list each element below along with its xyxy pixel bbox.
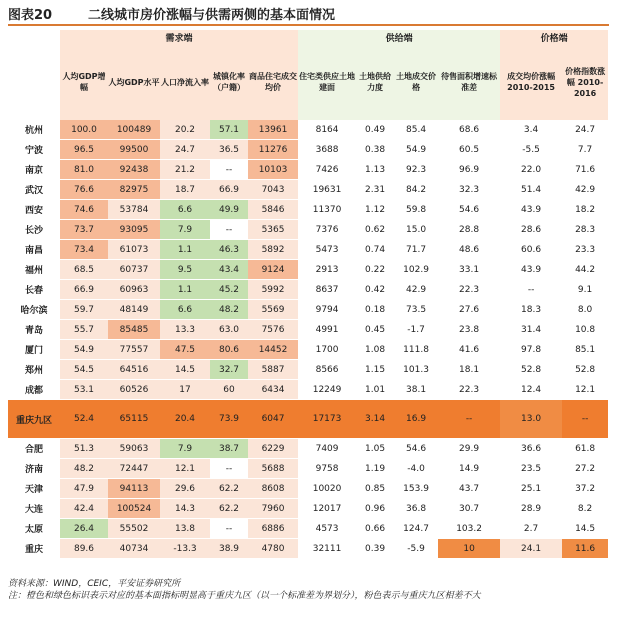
data-table (8, 30, 608, 559)
table-cell: 89.6 (60, 539, 108, 559)
table-cell: 63.0 (210, 320, 248, 340)
col-header: 成交均价涨幅 2010-2015 (507, 72, 556, 92)
table-cell: 54.9 (394, 140, 438, 160)
table-cell: 3.4 (500, 120, 562, 140)
table-cell: 30.7 (438, 499, 500, 519)
table-cell: 73.4 (60, 240, 108, 260)
table-cell: 5992 (248, 280, 298, 300)
table-cell: 59.7 (60, 300, 108, 320)
table-cell: 48.2 (210, 300, 248, 320)
table-cell: 8566 (298, 360, 356, 380)
table-row (8, 380, 608, 400)
table-cell: 92438 (108, 160, 160, 180)
table-cell: 2.7 (500, 519, 562, 539)
table-cell: 20.2 (160, 120, 210, 140)
table-cell: 93095 (108, 220, 160, 240)
table-cell: 28.6 (500, 220, 562, 240)
table-cell: 7409 (298, 439, 356, 459)
table-cell: 40734 (108, 539, 160, 559)
table-cell: 22.0 (500, 160, 562, 180)
city-name: 南京 (8, 160, 60, 180)
table-cell: -- (438, 400, 500, 439)
table-cell: 1.15 (356, 360, 394, 380)
table-cell: 15.0 (394, 220, 438, 240)
table-cell: 12.1 (160, 459, 210, 479)
table-row (8, 400, 608, 439)
table-cell: 97.8 (500, 340, 562, 360)
col-header: 商品住宅成交均价 (249, 72, 298, 92)
table-cell: 5846 (248, 200, 298, 220)
table-cell: 60526 (108, 380, 160, 400)
table-cell: 103.2 (438, 519, 500, 539)
table-cell: -13.3 (160, 539, 210, 559)
table-cell: 124.7 (394, 519, 438, 539)
table-cell: 28.8 (438, 220, 500, 240)
table-cell: 8.0 (562, 300, 608, 320)
table-cell: 36.5 (210, 140, 248, 160)
table-cell: 96.5 (60, 140, 108, 160)
table-cell: 48.6 (438, 240, 500, 260)
table-cell: 59063 (108, 439, 160, 459)
table-cell: 23.5 (500, 459, 562, 479)
table-cell: 6434 (248, 380, 298, 400)
group-supply: 供给端 (298, 30, 500, 44)
table-cell: 6229 (248, 439, 298, 459)
table-cell: 0.66 (356, 519, 394, 539)
table-cell: 9.1 (562, 280, 608, 300)
table-cell: 7.9 (160, 439, 210, 459)
table-cell: -1.7 (394, 320, 438, 340)
source-note: 资料来源：WIND，CEIC，平安证券研究所 (8, 579, 181, 589)
table-cell: 11370 (298, 200, 356, 220)
city-name: 长春 (8, 280, 60, 300)
table-cell: 43.9 (500, 260, 562, 280)
table-cell: 29.6 (160, 479, 210, 499)
table-cell: 36.6 (500, 439, 562, 459)
table-cell: 111.8 (394, 340, 438, 360)
col-header: 土地供给力度 (359, 72, 392, 92)
city-name: 济南 (8, 459, 60, 479)
table-cell: 96.9 (438, 160, 500, 180)
table-cell: 60 (210, 380, 248, 400)
table-cell: 80.6 (210, 340, 248, 360)
table-row (8, 499, 608, 519)
table-cell: 25.1 (500, 479, 562, 499)
table-cell: 73.9 (210, 400, 248, 439)
table-row (8, 539, 608, 559)
table-cell: 43.7 (438, 479, 500, 499)
table-cell: -- (210, 519, 248, 539)
table-cell: 47.9 (60, 479, 108, 499)
figure-header (0, 0, 617, 26)
table-cell: 28.3 (562, 220, 608, 240)
city-name: 武汉 (8, 180, 60, 200)
table-cell: 0.49 (356, 120, 394, 140)
table-cell: 66.9 (210, 180, 248, 200)
table-cell: 44.2 (562, 260, 608, 280)
table-cell: 5365 (248, 220, 298, 240)
table-cell: 10.8 (562, 320, 608, 340)
table-cell: 6.6 (160, 200, 210, 220)
table-cell: 92.3 (394, 160, 438, 180)
table-cell: 73.7 (60, 220, 108, 240)
col-header: 人口净流入率 (161, 77, 209, 87)
table-row (8, 519, 608, 539)
table-cell: 7426 (298, 160, 356, 180)
table-cell: 1.1 (160, 280, 210, 300)
table-cell: 3688 (298, 140, 356, 160)
table-cell: 17 (160, 380, 210, 400)
col-header: 城镇化率（户籍） (213, 72, 245, 92)
table-cell: 18.1 (438, 360, 500, 380)
table-cell: 49.9 (210, 200, 248, 220)
table-cell: 8608 (248, 479, 298, 499)
table-row (8, 479, 608, 499)
table-cell: 24.1 (500, 539, 562, 559)
table-row (8, 320, 608, 340)
city-name: 成都 (8, 380, 60, 400)
table-cell: 60.6 (500, 240, 562, 260)
table-cell: 12.4 (500, 380, 562, 400)
table-cell: 0.96 (356, 499, 394, 519)
city-name: 青岛 (8, 320, 60, 340)
table-cell: 8.2 (562, 499, 608, 519)
table-row (8, 240, 608, 260)
table-row (8, 220, 608, 240)
table-cell: 42.9 (394, 280, 438, 300)
table-cell: 7576 (248, 320, 298, 340)
table-cell: 38.7 (210, 439, 248, 459)
table-cell: 0.85 (356, 479, 394, 499)
table-cell: -4.0 (394, 459, 438, 479)
table-cell: 52.4 (60, 400, 108, 439)
table-cell: 60737 (108, 260, 160, 280)
table-cell: 31.4 (500, 320, 562, 340)
table-cell: 9758 (298, 459, 356, 479)
table-cell: 0.39 (356, 539, 394, 559)
city-name: 福州 (8, 260, 60, 280)
city-name: 太原 (8, 519, 60, 539)
table-cell: 53.1 (60, 380, 108, 400)
table-cell: 1.01 (356, 380, 394, 400)
table-cell: 13.0 (500, 400, 562, 439)
table-cell: 5892 (248, 240, 298, 260)
table-cell: 82975 (108, 180, 160, 200)
table-cell: 19631 (298, 180, 356, 200)
table-cell: 4991 (298, 320, 356, 340)
table-cell: 42.4 (60, 499, 108, 519)
table-cell: 24.7 (160, 140, 210, 160)
table-cell: 9.5 (160, 260, 210, 280)
table-cell: 2.31 (356, 180, 394, 200)
table-cell: 64516 (108, 360, 160, 380)
table-cell: 47.5 (160, 340, 210, 360)
table-cell: 42.9 (562, 180, 608, 200)
table-cell: 5887 (248, 360, 298, 380)
table-row (8, 280, 608, 300)
table-row (8, 160, 608, 180)
table-cell: 1.19 (356, 459, 394, 479)
table-cell: 8164 (298, 120, 356, 140)
table-cell: 4780 (248, 539, 298, 559)
table-cell: 16.9 (394, 400, 438, 439)
table-cell: 54.5 (60, 360, 108, 380)
figure-label: 图表20 (8, 8, 53, 23)
table-cell: 10020 (298, 479, 356, 499)
table-cell: 99500 (108, 140, 160, 160)
table-cell: 10103 (248, 160, 298, 180)
table-cell: 17173 (298, 400, 356, 439)
col-header: 土地成交价格 (396, 72, 437, 92)
city-name: 厦门 (8, 340, 60, 360)
table-cell: 1.05 (356, 439, 394, 459)
table-cell: 5569 (248, 300, 298, 320)
table-cell: 6047 (248, 400, 298, 439)
header-rule (8, 24, 609, 26)
table-cell: 7.9 (160, 220, 210, 240)
table-cell: 55.7 (60, 320, 108, 340)
table-cell: 71.7 (394, 240, 438, 260)
city-name: 杭州 (8, 120, 60, 140)
table-cell: 51.4 (500, 180, 562, 200)
table-cell: 14.3 (160, 499, 210, 519)
table-cell: 61073 (108, 240, 160, 260)
table-cell: 14452 (248, 340, 298, 360)
table-cell: 32.7 (210, 360, 248, 380)
table-cell: 51.3 (60, 439, 108, 459)
table-cell: 53784 (108, 200, 160, 220)
table-cell: 20.4 (160, 400, 210, 439)
table-cell: 85.4 (394, 120, 438, 140)
group-header-row (8, 30, 608, 44)
table-cell: 38.9 (210, 539, 248, 559)
table-cell: 0.42 (356, 280, 394, 300)
table-cell: 72447 (108, 459, 160, 479)
table-cell: 81.0 (60, 160, 108, 180)
table-cell: 0.38 (356, 140, 394, 160)
table-cell: 12249 (298, 380, 356, 400)
table-row (8, 439, 608, 459)
table-cell: 52.8 (562, 360, 608, 380)
table-cell: 46.3 (210, 240, 248, 260)
table-row (8, 120, 608, 140)
table-cell: -5.9 (394, 539, 438, 559)
city-name: 南昌 (8, 240, 60, 260)
table-cell: 94113 (108, 479, 160, 499)
table-row (8, 260, 608, 280)
table-cell: 73.5 (394, 300, 438, 320)
table-cell: 101.3 (394, 360, 438, 380)
col-header: 价格指数涨幅 2010-2016 (565, 66, 606, 98)
table-cell: 0.62 (356, 220, 394, 240)
table-cell: 1.13 (356, 160, 394, 180)
footnote: 注：橙色和绿色标识表示对应的基本面指标明显高于重庆九区（以一个标准差为界划分），粉色表示与重庆九区相差不大 (8, 591, 481, 601)
col-header: 人均GDP增幅 (62, 72, 106, 92)
table-row (8, 340, 608, 360)
table-cell: 5688 (248, 459, 298, 479)
col-header: 人均GDP水平 (108, 77, 160, 87)
table-cell: 2913 (298, 260, 356, 280)
table-cell: 45.2 (210, 280, 248, 300)
col-header: 住宅类供应土地建面 (299, 72, 356, 92)
city-name: 重庆九区 (8, 400, 60, 439)
table-cell: 76.6 (60, 180, 108, 200)
group-price: 价格端 (500, 30, 608, 44)
table-cell: 7.7 (562, 140, 608, 160)
table-cell: 9794 (298, 300, 356, 320)
table-cell: 0.18 (356, 300, 394, 320)
table-cell: 57.1 (210, 120, 248, 140)
table-cell: 14.5 (160, 360, 210, 380)
table-cell: 10 (438, 539, 500, 559)
table-row (8, 140, 608, 160)
column-header-row (8, 44, 608, 120)
table-cell: 43.4 (210, 260, 248, 280)
city-name: 天津 (8, 479, 60, 499)
table-cell: -- (500, 280, 562, 300)
table-cell: 66.9 (60, 280, 108, 300)
city-name: 郑州 (8, 360, 60, 380)
table-cell: 61.8 (562, 439, 608, 459)
figure-title: 二线城市房价涨幅与供需两侧的基本面情况 (88, 8, 336, 23)
table-cell: 13.3 (160, 320, 210, 340)
table-cell: 4573 (298, 519, 356, 539)
table-cell: 100.0 (60, 120, 108, 140)
table-cell: 7960 (248, 499, 298, 519)
table-cell: 23.3 (562, 240, 608, 260)
city-name: 长沙 (8, 220, 60, 240)
table-cell: 21.2 (160, 160, 210, 180)
table-cell: 102.9 (394, 260, 438, 280)
table-cell: 0.22 (356, 260, 394, 280)
city-name: 合肥 (8, 439, 60, 459)
table-row (8, 200, 608, 220)
table-cell: -- (210, 220, 248, 240)
table-cell: 32.3 (438, 180, 500, 200)
city-name: 宁波 (8, 140, 60, 160)
table-cell: 54.6 (438, 200, 500, 220)
table-cell: 27.6 (438, 300, 500, 320)
table-cell: 18.2 (562, 200, 608, 220)
table-cell: 13.8 (160, 519, 210, 539)
table-cell: 7376 (298, 220, 356, 240)
table-cell: 6886 (248, 519, 298, 539)
table-cell: 38.1 (394, 380, 438, 400)
table-cell: 1.12 (356, 200, 394, 220)
table-cell: 41.6 (438, 340, 500, 360)
table-cell: 74.6 (60, 200, 108, 220)
table-cell: 18.3 (500, 300, 562, 320)
table-cell: 0.45 (356, 320, 394, 340)
group-demand: 需求端 (60, 30, 298, 44)
table-cell: 36.8 (394, 499, 438, 519)
table-cell: 65115 (108, 400, 160, 439)
table-cell: 11.6 (562, 539, 608, 559)
table-cell: 13961 (248, 120, 298, 140)
table-row (8, 300, 608, 320)
table-cell: 28.9 (500, 499, 562, 519)
table-cell: 48.2 (60, 459, 108, 479)
table-cell: 1.08 (356, 340, 394, 360)
city-name: 西安 (8, 200, 60, 220)
table-cell: 48149 (108, 300, 160, 320)
table-cell: 9124 (248, 260, 298, 280)
city-name: 重庆 (8, 539, 60, 559)
table-cell: 22.3 (438, 380, 500, 400)
table-cell: 3.14 (356, 400, 394, 439)
table-cell: 14.9 (438, 459, 500, 479)
table-cell: 52.8 (500, 360, 562, 380)
table-cell: -- (210, 160, 248, 180)
table-cell: 55502 (108, 519, 160, 539)
table-cell: 8637 (298, 280, 356, 300)
col-header: 待售面积增速标准差 (441, 72, 498, 92)
table-row (8, 360, 608, 380)
table-cell: 23.8 (438, 320, 500, 340)
table-cell: 33.1 (438, 260, 500, 280)
table-cell: 29.9 (438, 439, 500, 459)
table-cell: 27.2 (562, 459, 608, 479)
table-cell: 54.6 (394, 439, 438, 459)
table-row (8, 459, 608, 479)
table-cell: 84.2 (394, 180, 438, 200)
table-cell: 0.74 (356, 240, 394, 260)
table-cell: 77557 (108, 340, 160, 360)
table-cell: 1.1 (160, 240, 210, 260)
table-cell: 26.4 (60, 519, 108, 539)
table-cell: 85485 (108, 320, 160, 340)
table-cell: 85.1 (562, 340, 608, 360)
table-cell: 68.5 (60, 260, 108, 280)
table-cell: 22.3 (438, 280, 500, 300)
table-cell: 62.2 (210, 499, 248, 519)
table-cell: 54.9 (60, 340, 108, 360)
table-cell: 24.7 (562, 120, 608, 140)
table-cell: 68.6 (438, 120, 500, 140)
table-cell: 1700 (298, 340, 356, 360)
table-body (8, 120, 608, 559)
table-cell: 43.9 (500, 200, 562, 220)
table-row (8, 180, 608, 200)
table-cell: 100489 (108, 120, 160, 140)
table-cell: 37.2 (562, 479, 608, 499)
table-cell: -5.5 (500, 140, 562, 160)
table-cell: 60.5 (438, 140, 500, 160)
city-name: 大连 (8, 499, 60, 519)
table-cell: 14.5 (562, 519, 608, 539)
table-cell: 12017 (298, 499, 356, 519)
table-cell: 11276 (248, 140, 298, 160)
table-cell: 153.9 (394, 479, 438, 499)
table-cell: -- (562, 400, 608, 439)
table-cell: 71.6 (562, 160, 608, 180)
table-cell: 5473 (298, 240, 356, 260)
table-cell: 7043 (248, 180, 298, 200)
table-cell: 12.1 (562, 380, 608, 400)
table-cell: 6.6 (160, 300, 210, 320)
table-cell: -- (210, 459, 248, 479)
table-cell: 100524 (108, 499, 160, 519)
table-cell: 59.8 (394, 200, 438, 220)
table-cell: 60963 (108, 280, 160, 300)
table-cell: 62.2 (210, 479, 248, 499)
table-cell: 32111 (298, 539, 356, 559)
table-cell: 18.7 (160, 180, 210, 200)
city-name: 哈尔滨 (8, 300, 60, 320)
